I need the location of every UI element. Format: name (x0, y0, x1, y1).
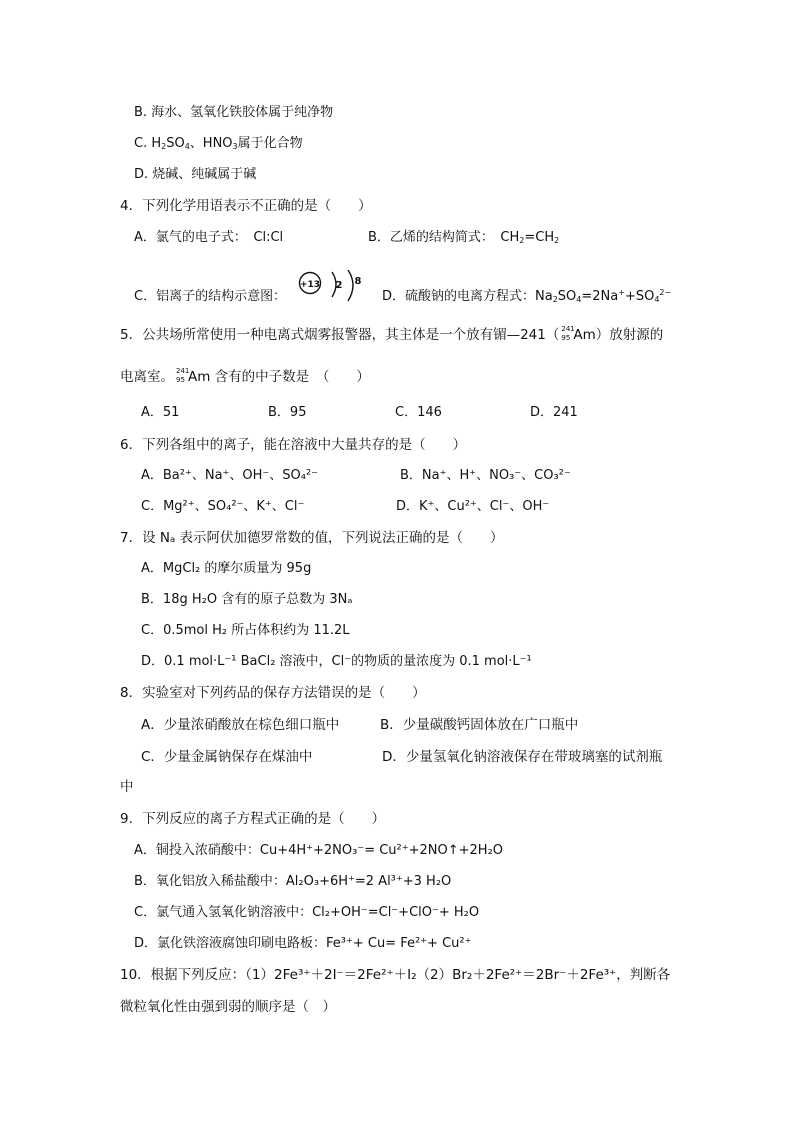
q4-option-c: C．铝离子的结构示意图： (134, 289, 287, 304)
q8-option-a: A．少量浓硝酸放在棕色细口瓶中 (141, 717, 340, 733)
q5-option-a: A．51 (141, 405, 180, 420)
q6-option-a: A．Ba²⁺、Na⁺、OH⁻、SO₄²⁻ (141, 468, 319, 483)
americium-nuclide-symbol: 241 95 (176, 367, 190, 384)
q5-option-b: B．95 (268, 405, 307, 420)
americium-nuclide-symbol: 241 95 (561, 325, 575, 342)
q4-option-d: D．硫酸钠的电离方程式：$Na_2SO_4=2Na^++SO_4^{2-}$ (382, 288, 672, 304)
q6-option-d: D．K⁺、Cu²⁺、Cl⁻、OH⁻ (396, 499, 550, 514)
q4-option-b: B．乙烯的结构简式： $CH_2=CH_2$ (368, 230, 560, 245)
electron-shell-2 (348, 270, 353, 301)
shell-1-count: 2 (335, 280, 343, 291)
nucleus-charge: +13 (299, 280, 321, 290)
q6-option-c: C．Mg²⁺、SO₄²⁻、K⁺、Cl⁻ (141, 499, 305, 514)
q8-option-c: C．少量金属钠保存在煤油中 (141, 749, 313, 765)
q4-option-a: A．氯气的电子式： Cl:Cl (134, 230, 284, 245)
q5-option-d: D．241 (530, 405, 578, 420)
q8-option-b: B．少量碳酸钙固体放在广口瓶中 (380, 717, 579, 733)
shell-2-count: 8 (354, 276, 362, 287)
q6-option-b: B．Na⁺、H⁺、NO₃⁻、CO₃²⁻ (400, 468, 571, 483)
exam-page: B. 海水、氢氧化铁胶体属于纯净物 C. $H_2SO_4$、$HNO_3$属于化合物 D. 烧碱、纯碱属于碱 4．下列化学用语表示不正确的是（ ） A．氯气的电子式： Cl:Cl B．乙烯的结构简式： $CH_2=CH_2$ C．铝离子的结构示意图： D．硫酸钠的电离方程式：$Na_2SO_4=2Na^++SO_4^{2-}$ +13 2 8 5．公共场所常使用一种电离式烟雾报警器，其主体是一个放有镅—241（ 241 95 Am）放射源的 电离室。 241 95 Am 含有的中子数是 （ ） A．51 B．95 C．146 D．241 6．下列各组中的离子，能在溶液中大量共存的是（ ） A．Ba²⁺、Na⁺、OH⁻、SO₄²⁻ B．Na⁺、H⁺、NO₃⁻、CO₃²⁻ C．Mg²⁺、SO₄²⁻、K⁺、Cl⁻ D．K⁺、Cu²⁺、Cl⁻、OH⁻ 7．设 Nₐ 表示阿伏加德罗常数的值，下列说法正确的是（ ） A．MgCl₂ 的摩尔质量为 95g B．18g H₂O 含有的原子总数为 3Nₐ C．0.5mol H₂ 所占体积约为 11.2L D．0.1 mol·L⁻¹ BaCl₂ 溶液中，Cl⁻的物质的量浓度为 0.1 mol·L⁻¹ 8．实验室对下列药品的保存方法错误的是（ ） A．少量浓硝酸放在棕色细口瓶中 B．少量碳酸钙固体放在广口瓶中 C．少量金属钠保存在煤油中 D．少量氢氧化钠溶液保存在带玻璃塞的试剂瓶 中 9．下列反应的离子方程式正确的是（ ） A．铜投入浓硝酸中：Cu+4H⁺+2NO₃⁻= Cu²⁺+2NO↑+2H₂O B．氧化铝放入稀盐酸中：Al₂O₃+6H⁺=2 Al³⁺+3 H₂O C．氯气通入氢氧化钠溶液中：Cl₂+OH⁻=Cl⁻+ClO⁻+ H₂O D．氯化铁溶液腐蚀印刷电路板：Fe³⁺+ Cu= Fe²⁺+ Cu²⁺ 10．根据下列反应：（1）2Fe³⁺＋2I⁻＝2Fe²⁺＋I₂（2）Br₂＋2Fe²⁺＝2Br⁻＋2Fe³⁺，判断各 微粒氧化性由强到弱的顺序是（ ） (120, 105, 672, 1015)
q8-option-d: D．少量氢氧化钠溶液保存在带玻璃塞的试剂瓶 (382, 749, 663, 765)
q5-option-c: C．146 (395, 405, 442, 420)
aluminum-ion-structure-diagram (296, 270, 368, 304)
